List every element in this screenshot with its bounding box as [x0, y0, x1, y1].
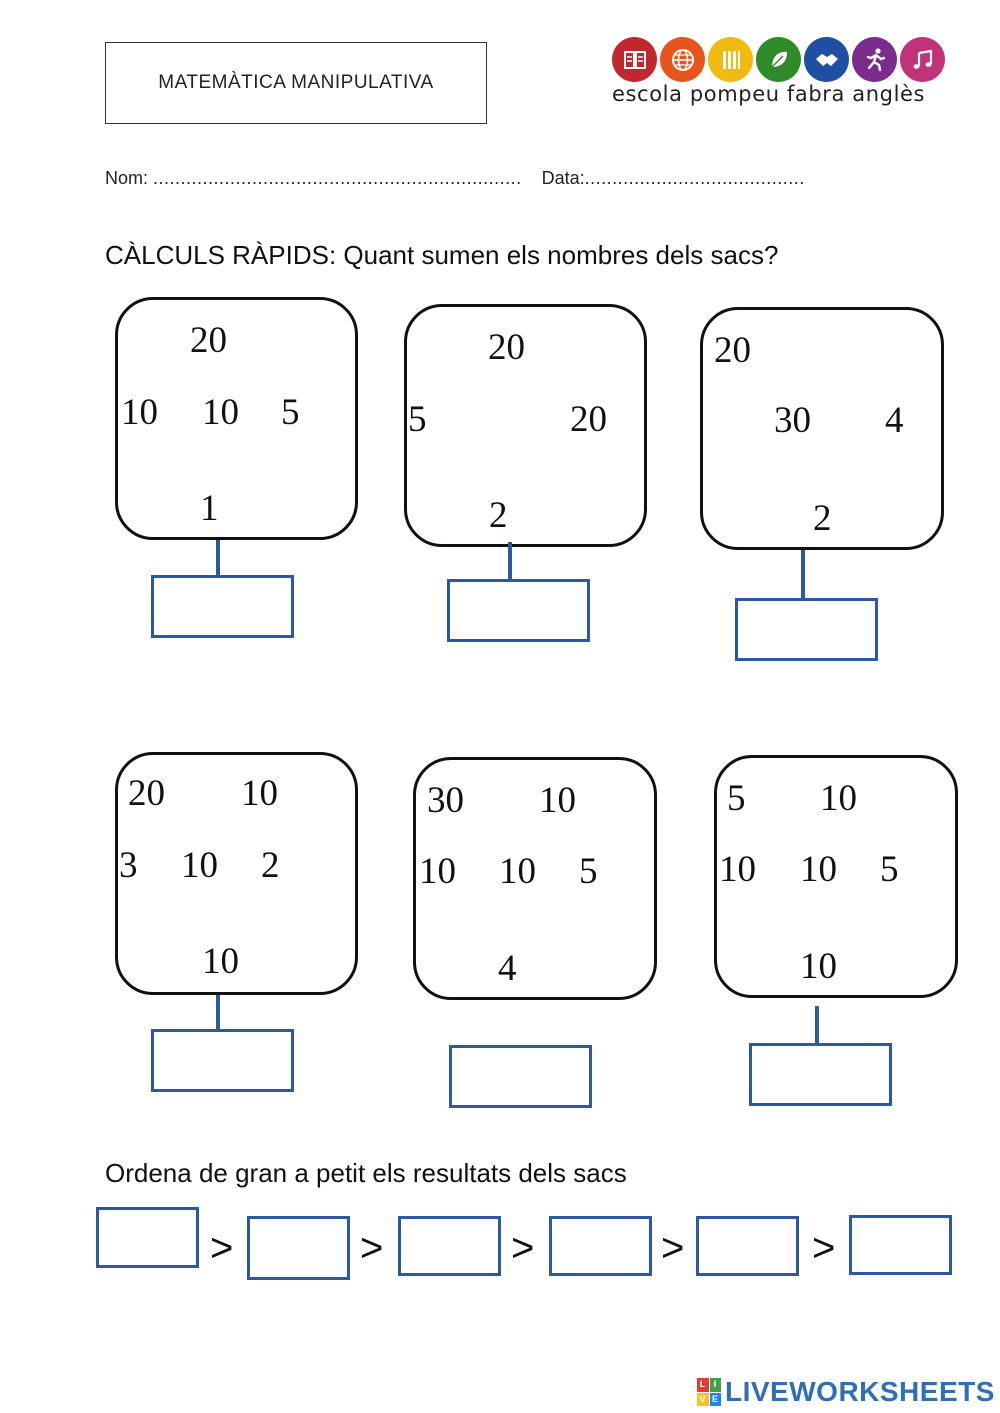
school-logo — [612, 37, 945, 82]
sack-number: 10 — [539, 780, 576, 821]
sack-connector — [216, 995, 220, 1031]
greater-than-symbol: > — [812, 1226, 836, 1270]
sack-number: 20 — [128, 773, 165, 814]
name-label: Nom: — [105, 168, 149, 188]
leaf-icon — [756, 37, 801, 82]
answer-box-5[interactable] — [449, 1045, 592, 1108]
name-date-line — [105, 168, 805, 189]
sack-number: 10 — [121, 392, 158, 433]
sack-6 — [714, 755, 958, 998]
date-label: Data: — [541, 168, 585, 188]
order-box-2[interactable] — [247, 1216, 350, 1280]
order-box-1[interactable] — [96, 1207, 199, 1268]
sack-connector — [801, 550, 805, 600]
sack-5 — [413, 757, 657, 1000]
greater-than-symbol: > — [661, 1226, 685, 1270]
bars-icon — [708, 37, 753, 82]
liveworksheets-brand: LIVEWORKSHEETS — [725, 1376, 995, 1407]
sack-connector — [815, 1006, 819, 1044]
name-field[interactable]: ................................................................... — [153, 168, 522, 188]
sack-number: 3 — [119, 845, 138, 886]
answer-box-4[interactable] — [151, 1029, 294, 1092]
sack-number: 5 — [880, 849, 899, 890]
liveworksheets-logo — [697, 1376, 995, 1408]
sack-number: 5 — [727, 778, 746, 819]
answer-box-2[interactable] — [447, 579, 590, 642]
sack-number: 20 — [488, 327, 525, 368]
sack-number: 5 — [408, 399, 427, 440]
sack-number: 10 — [800, 946, 837, 987]
runner-icon — [852, 37, 897, 82]
answer-box-3[interactable] — [735, 598, 878, 661]
worksheet-title-text: MATEMÀTICA MANIPULATIVA — [158, 72, 434, 93]
handshake-icon — [804, 37, 849, 82]
sack-number: 10 — [820, 778, 857, 819]
sack-number: 10 — [419, 851, 456, 892]
sack-connector — [216, 540, 220, 576]
date-field[interactable]: ........................................ — [584, 168, 805, 188]
music-note-icon — [900, 37, 945, 82]
worksheet-title — [105, 42, 487, 124]
order-box-4[interactable] — [549, 1216, 652, 1276]
sack-number: 10 — [181, 845, 218, 886]
answer-box-1[interactable] — [151, 575, 294, 638]
greater-than-symbol: > — [360, 1226, 384, 1270]
order-box-5[interactable] — [696, 1216, 799, 1276]
liveworksheets-badge-icon: L I V E — [697, 1378, 721, 1406]
sack-number: 10 — [241, 773, 278, 814]
sack-number: 2 — [813, 498, 832, 539]
sack-number: 2 — [261, 845, 280, 886]
sack-number: 20 — [570, 399, 607, 440]
sack-3 — [700, 307, 944, 550]
school-name: escola pompeu fabra anglès — [612, 82, 926, 106]
greater-than-symbol: > — [511, 1226, 535, 1270]
sack-number: 10 — [800, 849, 837, 890]
sack-number: 4 — [498, 948, 517, 989]
sack-1 — [115, 297, 358, 540]
book-icon — [612, 37, 657, 82]
sack-number: 10 — [499, 851, 536, 892]
sack-number: 30 — [427, 780, 464, 821]
sack-2 — [404, 304, 647, 547]
sack-number: 30 — [774, 400, 811, 441]
order-box-6[interactable] — [849, 1215, 952, 1275]
sack-number: 10 — [202, 392, 239, 433]
greater-than-symbol: > — [210, 1226, 234, 1270]
sack-number: 20 — [190, 320, 227, 361]
sack-number: 10 — [719, 849, 756, 890]
sack-number: 5 — [281, 392, 300, 433]
globe-icon — [660, 37, 705, 82]
sack-4 — [115, 752, 358, 995]
sack-number: 20 — [714, 330, 751, 371]
order-box-3[interactable] — [398, 1216, 501, 1276]
sack-number: 1 — [200, 488, 219, 529]
sack-number: 4 — [885, 400, 904, 441]
sack-number: 2 — [489, 495, 508, 536]
sack-number: 5 — [579, 851, 598, 892]
order-question-text: Ordena de gran a petit els resultats dels sacs — [105, 1158, 627, 1188]
answer-box-6[interactable] — [749, 1043, 892, 1106]
sack-number: 10 — [202, 941, 239, 982]
question-text: CÀLCULS RÀPIDS: Quant sumen els nombres dels sacs? — [105, 240, 779, 270]
